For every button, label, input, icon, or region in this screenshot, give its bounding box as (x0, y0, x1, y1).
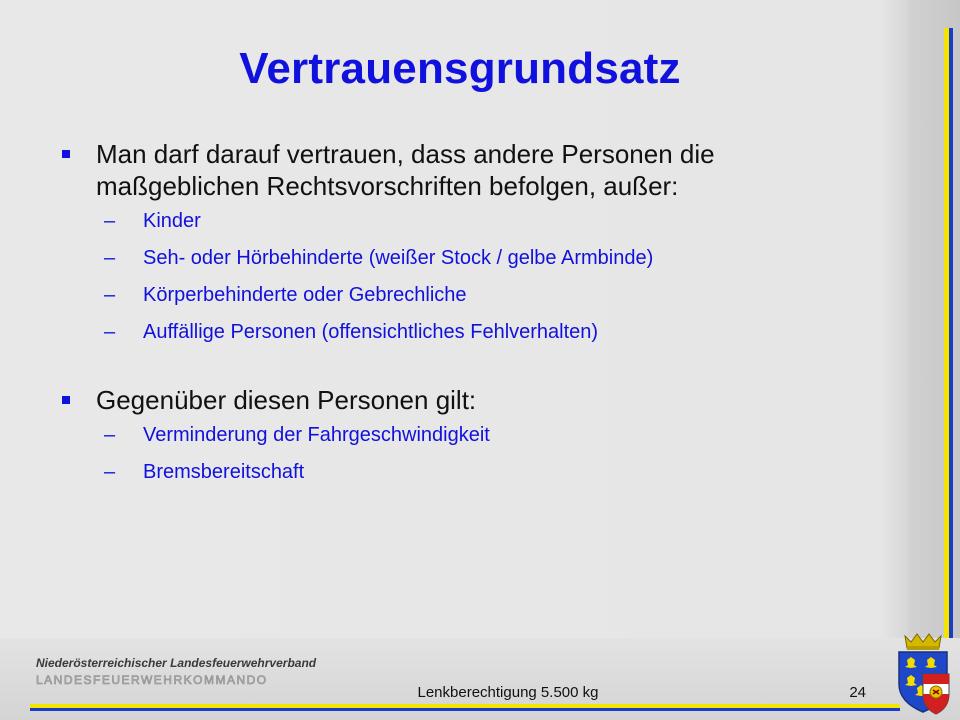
square-bullet-icon (62, 150, 70, 158)
page-number: 24 (849, 684, 866, 701)
square-bullet-icon (62, 396, 70, 404)
bullet-2-text: Gegenüber diesen Personen gilt: (96, 385, 477, 415)
footer-command: LANDESFEUERWEHRKOMMANDO (36, 673, 268, 687)
bullet-2 (60, 384, 880, 416)
sub-item: – Seh- oder Hörbehinderte (weißer Stock / gelbe Armbinde) (104, 247, 654, 269)
slide-content (60, 138, 880, 496)
footer-center-text: Lenkberechtigung 5.500 kg (417, 684, 599, 701)
sub-item: – Körperbehinderte oder Gebrechliche (104, 284, 467, 306)
right-blue-rail (949, 28, 953, 712)
sub-item: – Verminderung der Fahrgeschwindigkeit (104, 424, 490, 446)
dash-mark: – (104, 461, 116, 483)
fire-brigade-crest-icon (893, 632, 953, 716)
bullet-1-sublist (60, 208, 880, 345)
footer-blue-line (30, 708, 900, 711)
sub-item: – Bremsbereitschaft (104, 461, 305, 483)
bullet-2-sublist (60, 422, 880, 485)
dash-mark: – (104, 284, 116, 306)
bullet-1-text: Man darf darauf vertrauen, dass andere Personen die maßgeblichen Rechtsvorschriften befolgen, außer: (96, 139, 715, 201)
bullet-1 (60, 138, 880, 202)
slide-title: Vertrauensgrundsatz (239, 44, 681, 93)
dash-mark: – (104, 424, 116, 446)
sub-item: – Kinder (104, 210, 201, 232)
dash-mark: – (104, 321, 116, 343)
dash-mark: – (104, 247, 116, 269)
sub-item: – Auffällige Personen (offensichtliches Fehlverhalten) (104, 321, 599, 343)
footer-organization: Niederösterreichischer Landesfeuerwehrverband (36, 656, 317, 670)
dash-mark: – (104, 210, 116, 232)
